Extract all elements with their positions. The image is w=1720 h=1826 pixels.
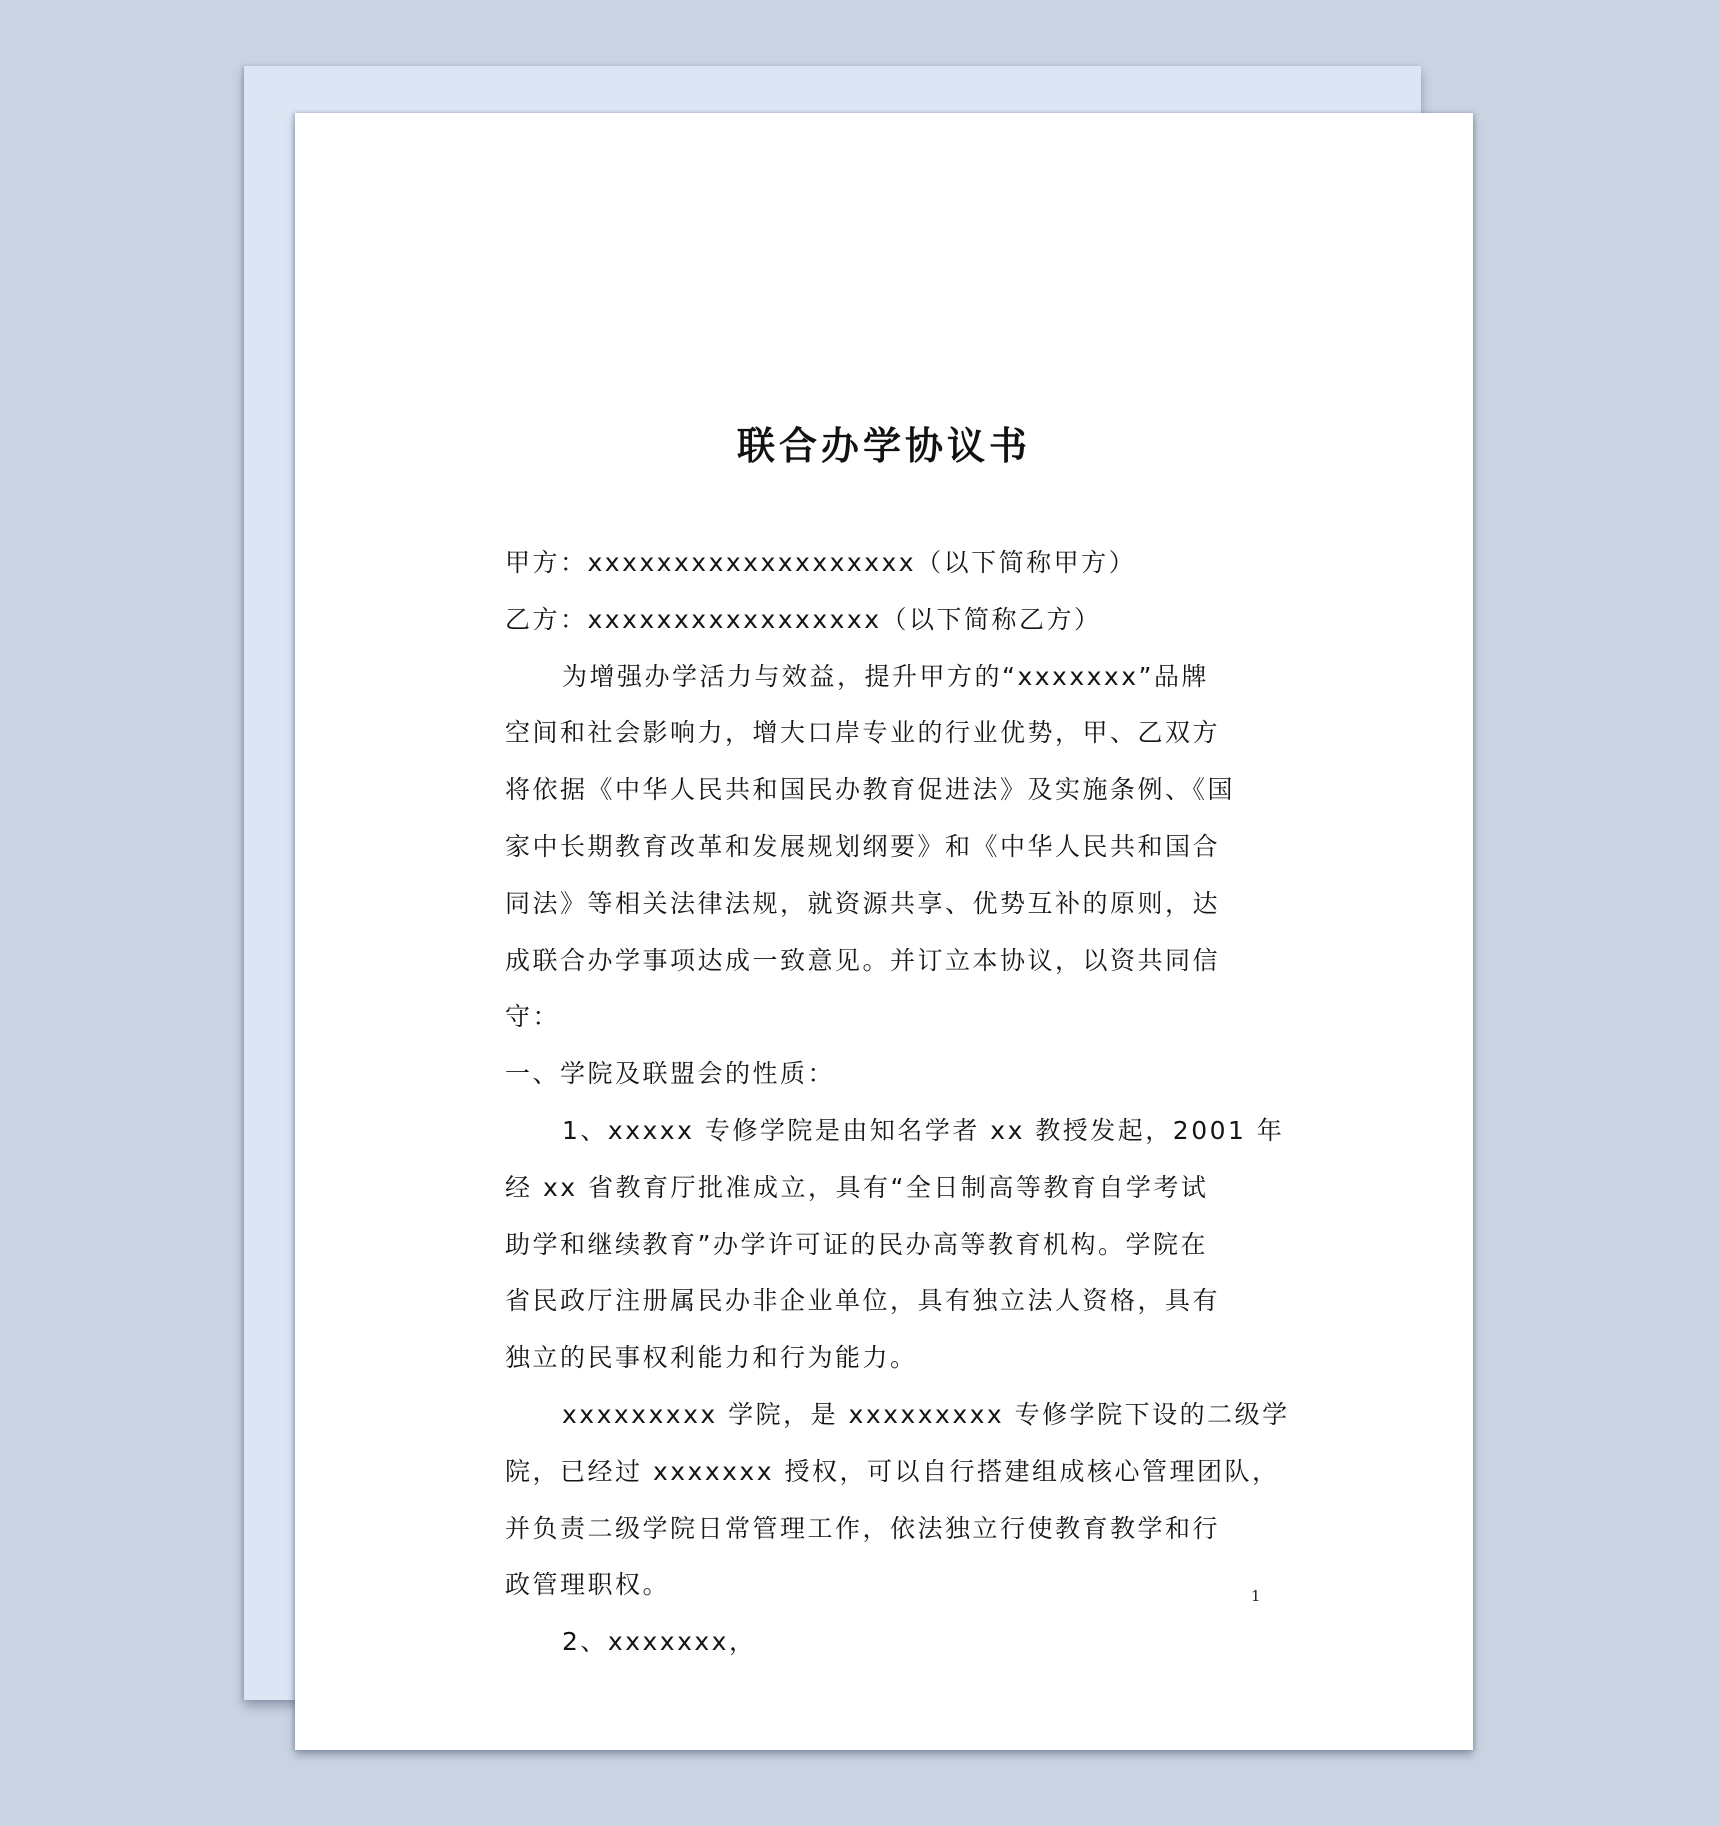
document-body	[505, 535, 1290, 1671]
paragraph-line: 经 xx 省教育厅批准成立，具有“全日制高等教育自学考试	[505, 1172, 1209, 1202]
paragraph-line: 独立的民事权利能力和行为能力。	[505, 1343, 918, 1373]
paragraph-line: 省民政厅注册属民办非企业单位，具有独立法人资格，具有	[505, 1286, 1221, 1316]
paragraph-line: 将依据《中华人民共和国民办教育促进法》及实施条例、《国	[505, 775, 1236, 805]
party-a-line: 甲方：xxxxxxxxxxxxxxxxxxx（以下简称甲方）	[505, 548, 1137, 577]
paragraph-line: 同法》等相关法律法规，就资源共享、优势互补的原则，达	[505, 888, 1221, 918]
document-title: 联合办学协议书	[736, 423, 1031, 468]
paragraph-line: 2、xxxxxxx，	[562, 1627, 757, 1657]
paragraph-line: 助学和继续教育”办学许可证的民办高等教育机构。学院在	[505, 1229, 1208, 1259]
paragraph-line: 并负责二级学院日常管理工作，依法独立行使教育教学和行	[505, 1513, 1221, 1543]
paragraph-line: 为增强办学活力与效益，提升甲方的“xxxxxxx”品牌	[562, 661, 1209, 691]
paragraph-line: 成联合办学事项达成一致意见。并订立本协议，以资共同信	[505, 945, 1221, 975]
paragraph-line: 家中长期教育改革和发展规划纲要》和《中华人民共和国合	[505, 831, 1221, 861]
paragraph-line: 空间和社会影响力，增大口岸专业的行业优势，甲、乙双方	[505, 718, 1221, 748]
party-b-line: 乙方：xxxxxxxxxxxxxxxxx（以下简称乙方）	[505, 604, 1102, 634]
paragraph-line: 政管理职权。	[505, 1570, 671, 1600]
document-page	[295, 113, 1473, 1750]
paragraph-line: xxxxxxxxx 学院，是 xxxxxxxxx 专修学院下设的二级学	[562, 1399, 1290, 1429]
page-number: 1	[1251, 1587, 1261, 1605]
paragraph-line: 院，已经过 xxxxxxx 授权，可以自行搭建组成核心管理团队，	[505, 1456, 1280, 1486]
paragraph-line: 1、xxxxx 专修学院是由知名学者 xx 教授发起，2001 年	[562, 1115, 1285, 1145]
section-heading: 一、学院及联盟会的性质：	[505, 1059, 836, 1089]
paragraph-line: 守：	[505, 1002, 561, 1032]
